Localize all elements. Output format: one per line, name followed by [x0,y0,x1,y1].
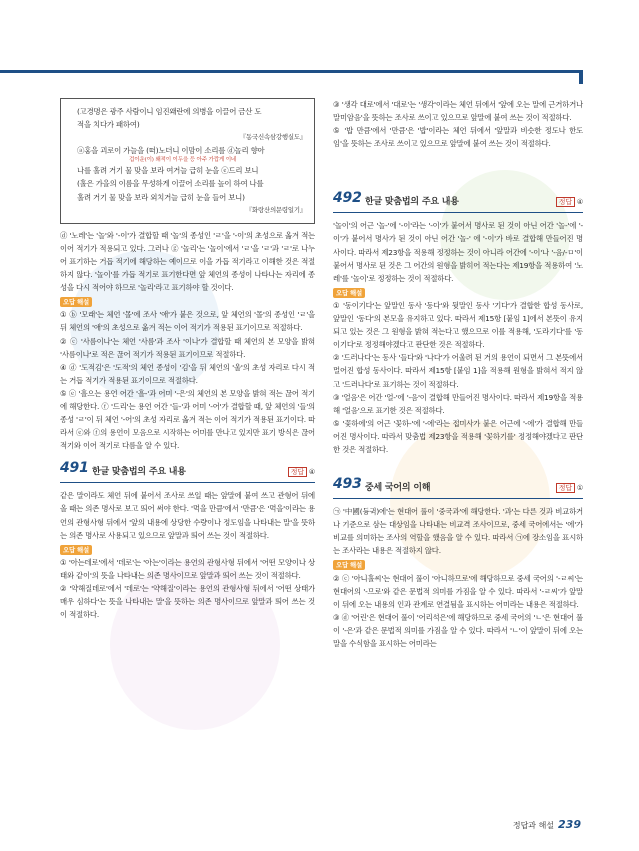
list-item: ② ⓒ '사름이나'는 체언 '사름'과 조사 '이나'가 결합할 때 체언의 본 모양을 밝혀 '사름이나'로 적은 끊어 적기가 적용된 표기이므로 적절하다. [60,336,315,359]
wrong-answer-tag: 오답 해설 [333,560,365,570]
quote-line: (고경명은 광주 사람이니 임진왜란에 의병을 이끌어 금산 도 [77,107,262,116]
quote-line: ⓐ홍을 괴로이 가늘을 (떠)노더니 이맘이 소리를 ⓓ놀리 향아 [77,146,265,156]
question-header [333,476,583,499]
answer-badge [556,196,583,209]
list-item: ⑤ '꽃하에'의 어근 '꽃하-'에 '-에'라는 접미사가 붙은 어근에 '-에'가 결합해 만들어진 명사이다. 따라서 맞춤법 제23항을 적용해 '꽃하기를' 정정해야겠다고 판단한 것은 적절하다. [333,418,583,454]
question-number: 493 [333,476,362,493]
explanation-paragraph: ⓓ '노레'는 '놀'와 '-이'가 결합할 때 '놀'의 종성인 'ㄹ'을 '-이'의 초성으로 옮겨 적는 이어 적기가 적용되고 있다. 그러나 ⓖ '놀리'는 '놀이'에서 'ㄹ'을 'ㄹ'과 'ㄹ'로 나누어 표기하는 거듭 적기에 해당하는 예이므로 이을 가듭 적기라고 이해한 것은 적절하지 않다. '놀이'를 가듭 적기로 표기한다면 앞 체언의 종성이 나타나는 자리에 종성을 다시 적어야 하므로 '놀리'라고 표기하야 할 것이다. [60,230,315,293]
list-item: ② ⓒ '아니홀씨'는 현대어 풀이 '아니하므로'에 해당하므로 중세 국어의 '-ㄹ씨'는 현대어의 '-므로'와 같은 문법적 의미를 가짐을 알 수 있다. 따라서 '-ㄹ씨'가 앞말이 뒤에 오는 내용의 인과 관계로 연결됨을 표시하는 어미라는 내용은 적절하다. [333,573,583,609]
list-item: ③ '생각 대로'에서 '대로'는 '생각'이라는 체언 뒤에서 '앞에 오는 말에 근거하거나 말미암음'을 뜻하는 조사로 쓰이고 있으므로 앞말에 붙여 쓰는 것이 적절하다. [333,100,583,123]
list-item: ③ ⓓ '어린'은 현대어 풀이 '어리석은'에 해당하므로 중세 국어의 'ㄴ'은 현대어 풀이 '-은'과 같은 문법적 의미를 가짐을 알 수 있다. 따라서 'ㄴ'이 앞말이 뒤에 오는 말을 수식함을 표시하는 어미라는 [333,612,583,648]
wrong-answer-tag: 오답 해설 [60,297,92,307]
explanation-paragraph: 같은 말이라도 체언 뒤에 붙어서 조사로 쓰일 때는 앞말에 붙여 쓰고 관형어 뒤에 올 때는 의존 명사로 보고 띄어 써야 한다. '먹을 만큼'에서 '만큼'은 '먹을'이라는 용언의 관형사형 뒤에서 '앞의 내용에 상당한 수량이나 정도임을 나타내는 말'을 뜻하는 의존 명사로 사용되고 있으므로 앞말과 띄어 쓰는 것이 적절하다. [60,491,315,540]
answer-value: ① [576,484,583,493]
list-item: ② '약해질데로'에서 '데로'는 '약해질'이라는 용언의 관형사형 뒤에서 '어떤 상태가 매우 심하다'는 뜻을 나타내는 말'을 뜻하는 의존 명사이므로 앞말과 띄어 쓰는 것이 적절하다. [60,584,315,620]
top-rule [0,70,583,73]
question-title: 한글 맞춤법의 주요 내용 [92,467,186,478]
explanation-paragraph: ㉠ '中國(듕귁)에'는 현대어 풀이 '중국과'에 해당한다. '과'는 다른 것과 비교하거나 기준으로 삼는 대상임을 나타내는 비교격 조사이므로, 중세 국어에서는 '에'가 비교를 의미하는 조사의 역할을 했음을 알 수 있다. 따라서 ㉠에 장소임을 표시하는 조사라는 내용은 적절하지 않다. [333,507,583,556]
quote-line: 홀려 거기 물 맞을 보라 외치거늘 급히 눈을 들어 보니) [77,192,245,202]
quote-line: 나를 홀려 거기 물 맞을 보라 여거늘 급히 눈을 ⓔ드리 보니 [77,166,259,176]
list-item: ④ ⓓ '도적김'은 '도적'의 체언 종성이 '김'을 뒤 체언의 '울'의 초성 자리로 다시 적는 거듭 적기가 적용된 표기이므로 적절하다. [60,362,315,385]
wrong-answer-tag: 오답 해설 [333,288,365,298]
quote-line: (홀은 가을의 이름을 무성하게 이끌어 소리를 높이 하여 나를 [77,179,264,189]
list-item: ⑤ '밥 만큼'에서 '만큼'은 '밥'이라는 체언 뒤에서 '앞말과 비슷한 정도나 한도임'을 뜻하는 조사로 쓰이고 있으므로 앞말에 붙여 쓰는 것이 적절하다. [333,126,583,149]
question-title: 중세 국어의 이해 [365,483,431,494]
question-header [60,460,315,483]
answer-label: 정답 [556,197,575,207]
quote-source: 『동국신속삼강행실도』 [239,133,306,142]
list-item: ⑤ ⓔ '흘으는 용언 어간 '흘-'과 어미 '-은'의 체언의 본 모양을 밝혀 적는 끊어 적기에 해당한다. ⓕ '드리'는 용언 어간 '들-'과 어미 '-어'가 결합할 때, 앞 체언의 '들'의 종성 'ㄹ'이 뒤 체언 '-어'의 초성 자리로 옮겨 적는 이어 적기가 적용된 표기이다. 따라서 ⓔ와 ⓕ의 용언이 모음으로 시작하는 어미를 만나고 있지만 표기 방식은 끊어 적기와 이어 적기로 다름을 알 수 있다. [60,388,316,451]
answer-badge [556,482,583,495]
list-item: ③ '얼음'은 어간 '얼-'에 '-음'이 결합해 만들어진 명사이다. 따라서 제19항을 적용해 '얼음'으로 표기한 것은 적절하다. [333,392,583,415]
question-header [333,190,583,213]
list-item: ① '동이기다'는 앞말인 동사 '동다'와 뒷말인 동사 '기다'가 결합한 합성 동사로, 앞말인 '동다'의 본모을 유지하고 있다. 따라서 제15항 [붙임 1]에서 본뜻이 유지되고 있는 것은 그 원형을 밝혀 적는다고 했으므로 이를 적용해, '도라기다'를 '동이기다'로 정정해야겠다고 판단한 것은 적절하다. [333,300,583,350]
answer-label: 정답 [556,483,575,493]
question-number: 491 [60,460,89,477]
list-item: ② '드러나다'는 동사 '들다'와 '나다'가 어울려 된 거의 용언이 되면서 그 본뜻에서 멀어진 합성 동사이다. 따라서 제15항 [붙임 1]을 적용해 원형을 밝혀서 적지 않고 '드러나다'로 표기하는 것이 적절하다. [333,353,583,389]
page-number: 239 [558,818,581,831]
wrong-answer-tag: 오답 해설 [60,545,92,555]
handwritten-annotation: 겁이운(이) 왜적이 이두을 등 아주 가깝게 이네 [129,157,237,164]
list-item: ① '아는데로'에서 '데로'는 '아는'이라는 용언의 관형사형 뒤에서 '어떤 모양이나 상태와 같이'의 뜻을 나타내는 의존 명사이므로 앞말과 띄어 쓰는 것이 적절하다. [60,557,315,580]
right-column [333,98,583,650]
left-column [60,98,315,621]
answer-badge [288,466,315,479]
answer-value: ④ [576,198,583,207]
question-title: 한글 맞춤법의 주요 내용 [365,197,459,208]
page-footer [513,818,581,831]
footer-label: 정답과 해설 [512,821,555,830]
list-item: ① ⓑ '모래'는 체언 '몰'에 조사 '애'가 붙은 것으로, 앞 체언의 '몰'의 종성인 'ㄹ'을 뒤 체언의 '애'의 초성으로 옮겨 적는 이어 적기가 적용된 표기이므로 적절하다. [60,310,315,333]
quote-box [60,98,315,224]
answer-label: 정답 [288,467,307,477]
explanation-paragraph: '놀이'의 어근 '놀-'에 '-이'라는 '-이'가 붙어서 명사로 된 것이 아닌 어간 '놀-'에 '-이'가 붙어서 명사가 된 것이 아닌 어간 '놀-' 에 '-이'가 바로 결합해 만들어진 명사이다. 따라서 제23항을 적용해 정정하는 것이 아니라 어간에 '-이'나 '-음/-ㅁ'이 붙어서 명사로 된 것은 그 어간의 원형을 밝히어 적는다는 제19항을 적용하여 '노레'를 '놀이'로 정정하는 것이 적절하다. [333,221,583,283]
quote-source: 『화랑산의문령일기』 [245,205,306,214]
quote-line: 적을 치다가 패하여) [77,120,140,130]
question-number: 492 [333,190,362,207]
top-rule-end [579,70,583,84]
answer-value: ④ [308,468,315,477]
